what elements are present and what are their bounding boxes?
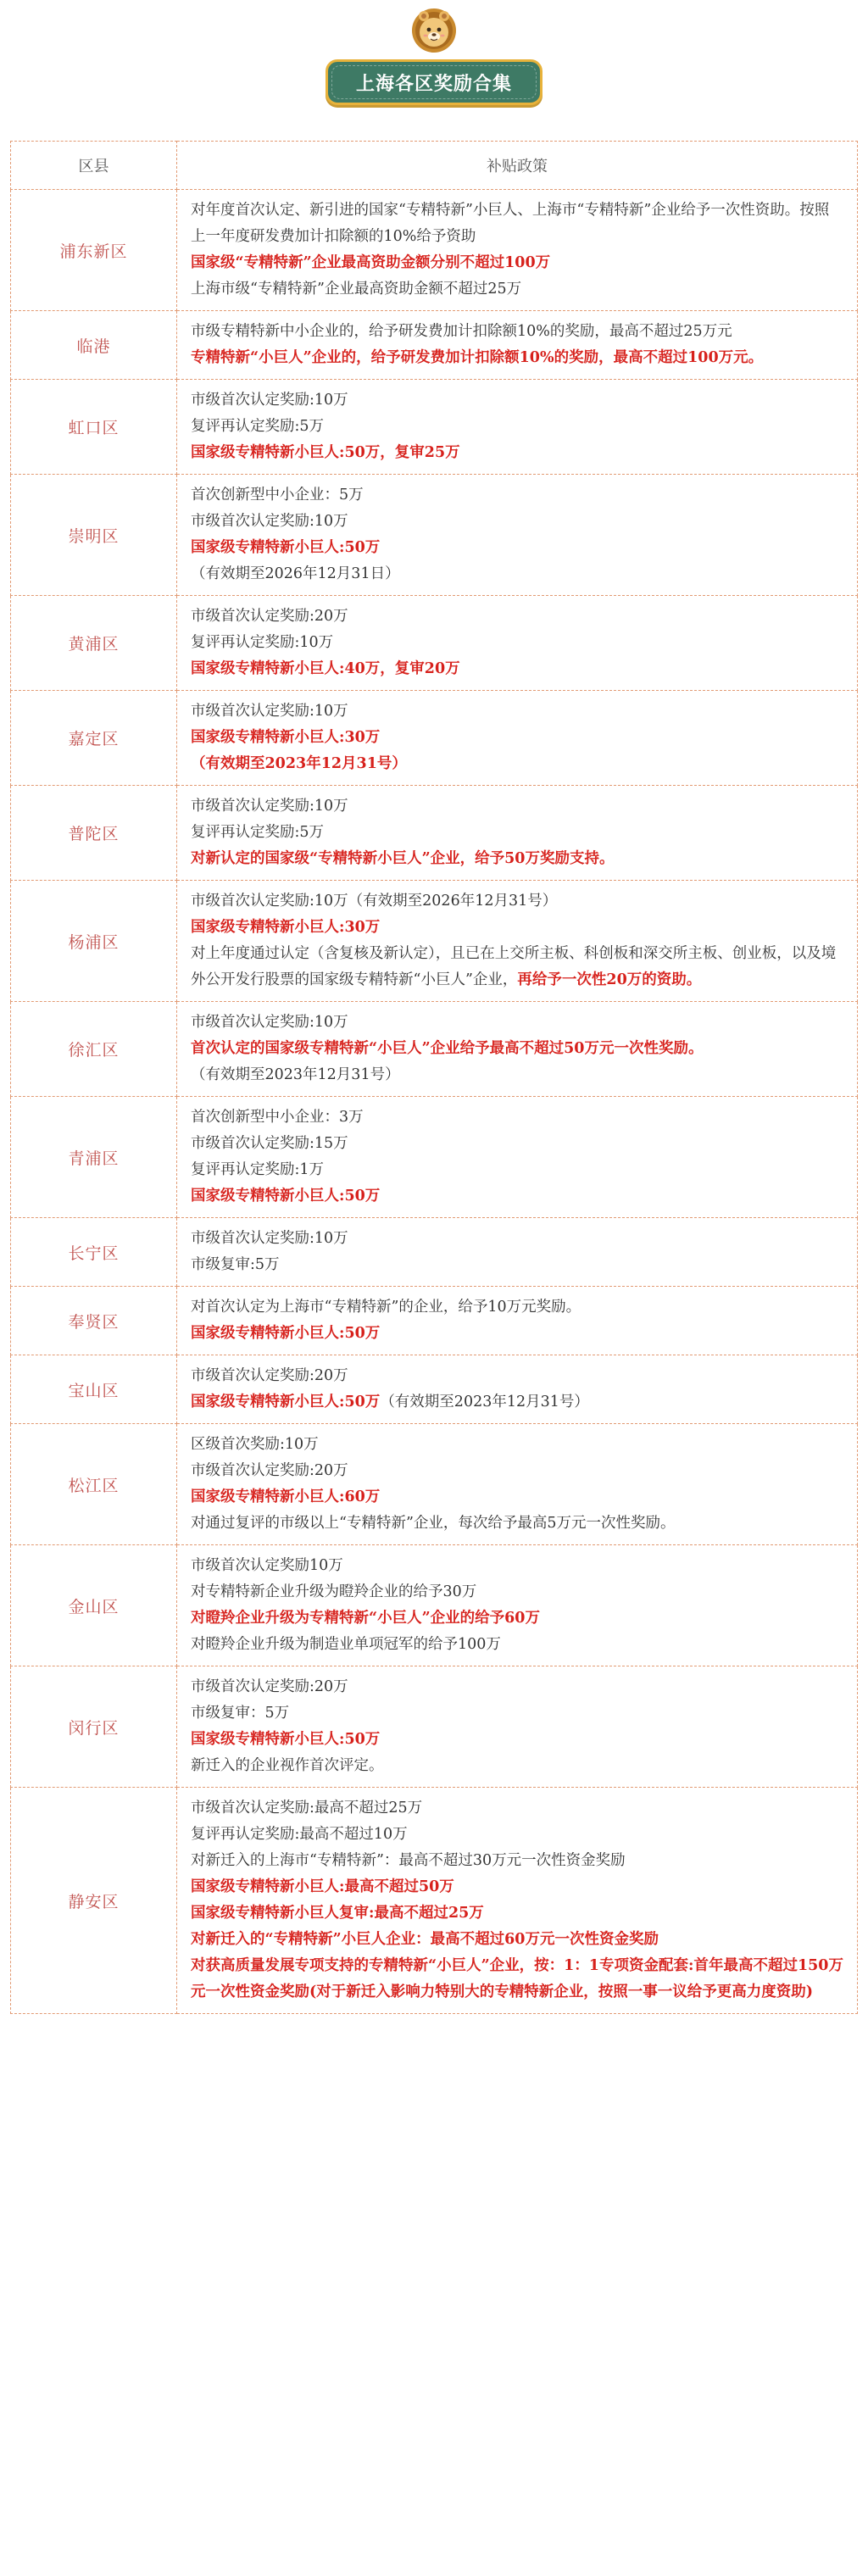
policy-line: 市级首次认定奖励:10万 [191, 513, 348, 530]
header [0, 0, 868, 119]
table-row [11, 1002, 858, 1097]
policy-line: （有效期至2023年12月31号） [191, 1066, 400, 1083]
table-row [11, 596, 858, 691]
policy-cell [177, 786, 858, 881]
policy-line-highlight: 国家级专精特新小巨人:50万 [191, 539, 381, 556]
policy-line: 市级首次认定奖励:10万 [191, 798, 348, 815]
policy-line-highlight: 对瞪羚企业升级为专精特新“小巨人”企业的给予60万 [191, 1610, 540, 1627]
policy-line: 上海市级“专精特新”企业最高资助金额不超过25万 [191, 281, 522, 298]
table-row [11, 1097, 858, 1218]
policy-line: 首次创新型中小企业：5万 [191, 487, 364, 504]
policy-cell [177, 881, 858, 1002]
policy-cell [177, 311, 858, 380]
table-row [11, 786, 858, 881]
policy-cell [177, 1355, 858, 1424]
policy-line: 市级首次认定奖励:10万 [191, 1014, 348, 1031]
policy-cell [177, 1788, 858, 2014]
policy-line: 市级首次认定奖励:10万 [191, 392, 348, 409]
district-name: 静安区 [11, 1788, 177, 2014]
policy-line: 首次创新型中小企业：3万 [191, 1109, 364, 1126]
policy-line-highlight: 对获高质量发展专项支持的专精特新“小巨人”企业，按：1：1专项资金配套:首年最高不超过150万元一次性资金奖励(对于新迁入影响力特别大的专精特新企业，按照一事一议给予更高力度资助) [191, 1957, 843, 2000]
policy-line: 对专精特新企业升级为瞪羚企业的给予30万 [191, 1583, 477, 1600]
district-name: 普陀区 [11, 786, 177, 881]
district-name: 长宁区 [11, 1218, 177, 1287]
policy-line: 市级专精特新中小企业的，给予研发费加计扣除额10%的奖励，最高不超过25万元 [191, 323, 732, 340]
district-name: 徐汇区 [11, 1002, 177, 1097]
policy-cell [177, 1424, 858, 1545]
policy-cell [177, 596, 858, 691]
table-row [11, 881, 858, 1002]
policy-line-highlight: 国家级专精特新小巨人:30万 [191, 919, 381, 936]
lion-mascot-icon [409, 3, 459, 56]
policy-line: 复评再认定奖励:1万 [191, 1161, 325, 1178]
policy-line: 市级首次认定奖励:10万 [191, 1230, 348, 1247]
policy-line: 对年度首次认定、新引进的国家“专精特新”小巨人、上海市“专精特新”企业给予一次性资助。按照上一年度研发费加计扣除额的10%给予资助 [191, 202, 830, 245]
policy-cell [177, 475, 858, 596]
policy-line-highlight: 国家级专精特新小巨人复审:最高不超过25万 [191, 1905, 484, 1922]
table-header-row [11, 142, 858, 190]
district-name: 嘉定区 [11, 691, 177, 786]
table-row [11, 1355, 858, 1424]
policy-text-highlight: 再给予一次性20万的资助。 [517, 971, 702, 988]
policy-line: 市级首次认定奖励:20万 [191, 1678, 348, 1695]
district-name: 杨浦区 [11, 881, 177, 1002]
policy-cell [177, 1666, 858, 1788]
policy-cell [177, 1545, 858, 1666]
policy-line: 市级首次认定奖励:10万 [191, 703, 348, 720]
table-row [11, 691, 858, 786]
policy-line-highlight: （有效期至2023年12月31号） [191, 755, 407, 772]
policy-line: 市级复审：5万 [191, 1705, 290, 1722]
district-name: 临港 [11, 311, 177, 380]
policy-line: 市级首次认定奖励:15万 [191, 1135, 348, 1152]
policy-line-highlight: 国家级专精特新小巨人:50万 [191, 1188, 381, 1205]
district-name: 宝山区 [11, 1355, 177, 1424]
policy-line: 市级首次认定奖励10万 [191, 1557, 343, 1574]
policy-line-highlight: 国家级专精特新小巨人:50万，复审25万 [191, 444, 460, 461]
table-row [11, 1666, 858, 1788]
policy-line-highlight: 专精特新“小巨人”企业的，给予研发费加计扣除额10%的奖励，最高不超过100万元。 [191, 349, 764, 366]
policy-line-highlight: 国家级专精特新小巨人:最高不超过50万 [191, 1878, 454, 1895]
policy-line: 市级首次认定奖励:10万（有效期至2026年12月31号） [191, 893, 558, 910]
policy-cell [177, 691, 858, 786]
district-name: 奉贤区 [11, 1287, 177, 1355]
policy-line-highlight: 国家级专精特新小巨人:60万 [191, 1488, 381, 1505]
table-row [11, 1218, 858, 1287]
policy-line-highlight: 国家级专精特新小巨人:40万，复审20万 [191, 660, 460, 677]
policy-line: 区级首次奖励:10万 [191, 1436, 319, 1453]
policy-line: 对首次认定为上海市“专精特新”的企业，给予10万元奖励。 [191, 1299, 581, 1316]
policy-line: 市级首次认定奖励:20万 [191, 608, 348, 625]
policy-line: 复评再认定奖励:10万 [191, 634, 334, 651]
policy-line-highlight: 首次认定的国家级专精特新“小巨人”企业给予最高不超过50万元一次性奖励。 [191, 1040, 704, 1057]
page-title: 上海各区奖励合集 [355, 73, 512, 95]
table-row [11, 1287, 858, 1355]
policy-text: 对上年度通过认定（含复核及新认定），且已在上交所主板、科创板和深交所主板、创业板，以及境外公开发行股票的国家级专精特新“小巨人”企业， [191, 945, 837, 988]
policy-line-highlight: 对新迁入的“专精特新”小巨人企业：最高不超过60万元一次性资金奖励 [191, 1931, 659, 1948]
district-name: 崇明区 [11, 475, 177, 596]
header-policy: 补贴政策 [177, 142, 858, 190]
header-district: 区县 [11, 142, 177, 190]
policy-line-highlight: 国家级“专精特新”企业最高资助金额分别不超过100万 [191, 254, 551, 271]
policy-line: 市级首次认定奖励:最高不超过25万 [191, 1800, 423, 1817]
policy-line-highlight: 国家级专精特新小巨人:50万 [191, 1325, 381, 1342]
policy-line [191, 1389, 843, 1416]
title-banner [326, 59, 542, 105]
policy-line-highlight: 对新认定的国家级“专精特新小巨人”企业，给予50万奖励支持。 [191, 850, 615, 867]
table-row [11, 1788, 858, 2014]
policy-line: 对瞪羚企业升级为制造业单项冠军的给予100万 [191, 1636, 501, 1653]
policy-cell [177, 1287, 858, 1355]
table-row [11, 1545, 858, 1666]
policy-line-highlight: 国家级专精特新小巨人:50万 [191, 1731, 381, 1748]
policy-line: 复评再认定奖励:最高不超过10万 [191, 1826, 408, 1843]
district-name: 松江区 [11, 1424, 177, 1545]
policy-cell [177, 1002, 858, 1097]
policy-line: 复评再认定奖励:5万 [191, 824, 325, 841]
policy-cell [177, 1097, 858, 1218]
policy-table [10, 141, 858, 2014]
district-name: 浦东新区 [11, 190, 177, 311]
policy-line [191, 941, 843, 993]
policy-line: 市级首次认定奖励:20万 [191, 1462, 348, 1479]
district-name: 虹口区 [11, 380, 177, 475]
district-name: 金山区 [11, 1545, 177, 1666]
policy-line: 复评再认定奖励:5万 [191, 418, 325, 435]
table-row [11, 1424, 858, 1545]
district-name: 青浦区 [11, 1097, 177, 1218]
policy-line-highlight: 国家级专精特新小巨人:30万 [191, 729, 381, 746]
policy-line: 对新迁入的上海市“专精特新”：最高不超过30万元一次性资金奖励 [191, 1852, 626, 1869]
table-row [11, 380, 858, 475]
policy-cell [177, 190, 858, 311]
district-name: 黄浦区 [11, 596, 177, 691]
policy-line: 新迁入的企业视作首次评定。 [191, 1757, 384, 1774]
policy-line: 市级首次认定奖励:20万 [191, 1367, 348, 1384]
policy-text-highlight: 国家级专精特新小巨人:50万 [191, 1394, 381, 1410]
policy-text: （有效期至2023年12月31号） [380, 1394, 589, 1410]
policy-line: 对通过复评的市级以上“专精特新”企业，每次给予最高5万元一次性奖励。 [191, 1515, 676, 1532]
policy-cell [177, 380, 858, 475]
policy-line: 市级复审:5万 [191, 1256, 280, 1273]
table-row [11, 311, 858, 380]
policy-line: （有效期至2026年12月31日） [191, 565, 400, 582]
district-name: 闵行区 [11, 1666, 177, 1788]
table-row [11, 190, 858, 311]
table-row [11, 475, 858, 596]
policy-cell [177, 1218, 858, 1287]
